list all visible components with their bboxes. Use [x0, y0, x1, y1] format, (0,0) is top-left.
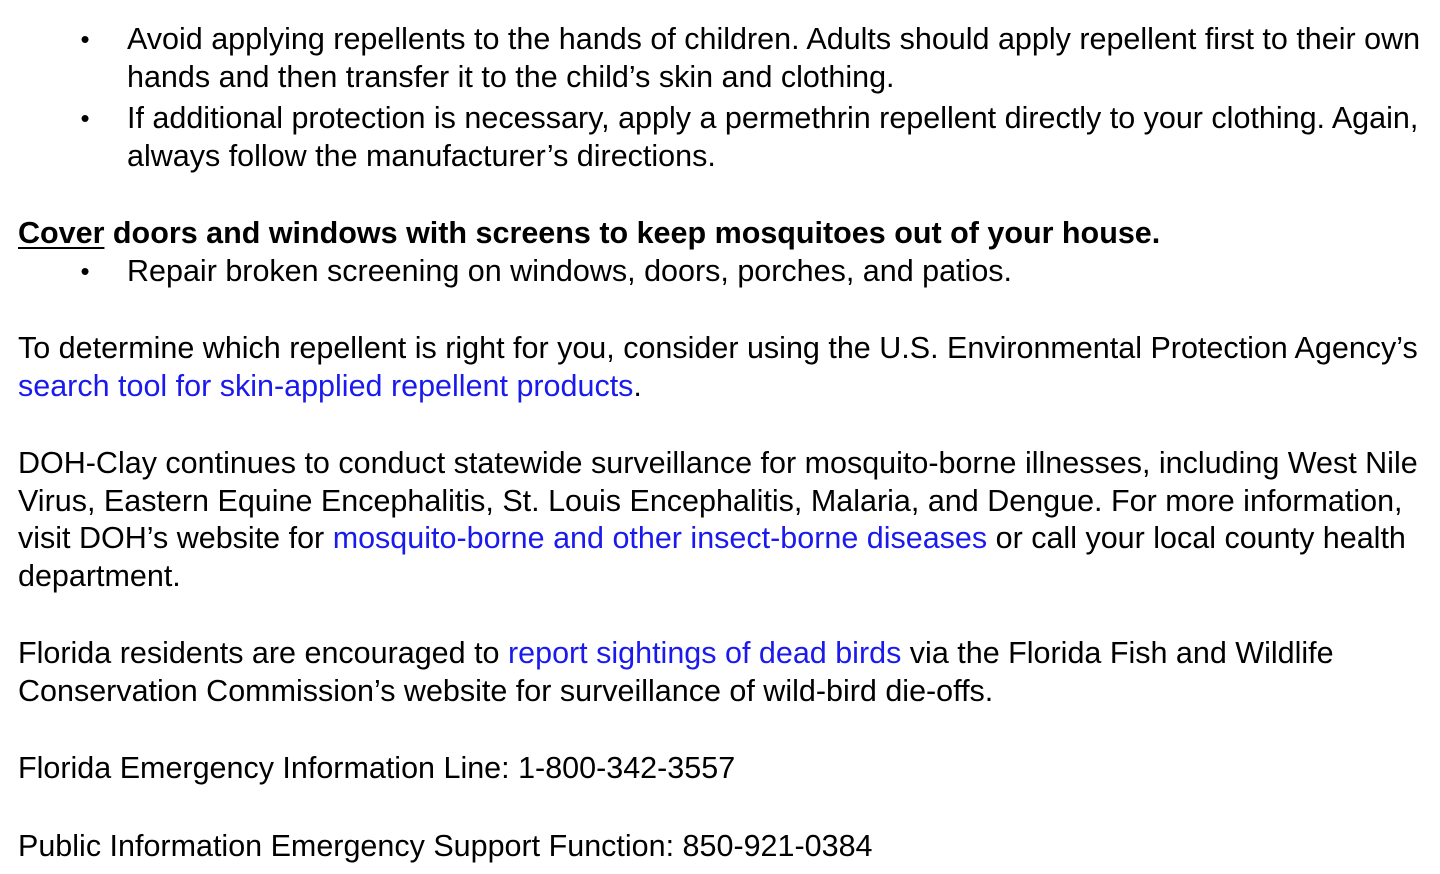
bullet-text: If additional protection is necessary, apply a permethrin repellent directly to your clothing. Again, always follow the manufacturer’s directions.: [127, 101, 1419, 173]
list-item: [18, 100, 1428, 175]
bullet-text: Repair broken screening on windows, doors, porches, and patios.: [127, 253, 1013, 288]
list-item: [18, 253, 1428, 291]
epa-text-before: To determine which repellent is right for you, consider using the U.S. Environmental Protection Agency’s: [18, 331, 1418, 365]
surveillance-text-before: DOH-Clay continues to conduct statewide surveillance for mosquito-borne illnesses, including West Nile Virus, Eastern Equine Encephalitis, St. Louis Encephalitis, Malaria, and Dengue. For more information, visit DOH’s website for: [18, 446, 1418, 555]
report-dead-birds-link[interactable]: report sightings of dead birds: [507, 636, 902, 670]
support-function-line: Public Information Emergency Support Function: 850-921-0384: [18, 828, 873, 863]
cover-heading-text: doors and windows with screens to keep mosquitoes out of your house.: [104, 216, 1161, 250]
cover-heading: [18, 215, 1428, 253]
bullet-icon: •: [80, 255, 90, 286]
insect-borne-diseases-link[interactable]: mosquito-borne and other insect-borne diseases: [332, 521, 988, 555]
bullet-icon: •: [80, 103, 90, 133]
document-page: [18, 21, 1428, 865]
list-item: [18, 21, 1428, 96]
repellent-tips-list: [18, 21, 1428, 175]
screening-list: [18, 253, 1428, 291]
birds-text-after: via the Florida Fish and Wildlife Conservation Commission’s website for surveillance of wild-bird die-offs.: [18, 636, 1334, 708]
birds-text-before: Florida residents are encouraged to: [18, 636, 508, 670]
dead-birds-paragraph: [18, 635, 1428, 710]
epa-text-after: .: [633, 368, 642, 403]
bullet-icon: •: [80, 24, 90, 54]
surveillance-text-after: or call your local county health department.: [18, 521, 1406, 593]
cover-heading-keyword: Cover: [18, 216, 105, 250]
bullet-text: Avoid applying repellents to the hands of children. Adults should apply repellent first to their own hands and then transfer it to the child’s skin and clothing.: [127, 22, 1421, 94]
epa-search-tool-link[interactable]: search tool for skin-applied repellent products: [18, 368, 634, 403]
surveillance-paragraph: [18, 445, 1428, 595]
emergency-info-line: Florida Emergency Information Line: 1-800-342-3557: [18, 751, 736, 785]
epa-paragraph: [18, 330, 1428, 405]
